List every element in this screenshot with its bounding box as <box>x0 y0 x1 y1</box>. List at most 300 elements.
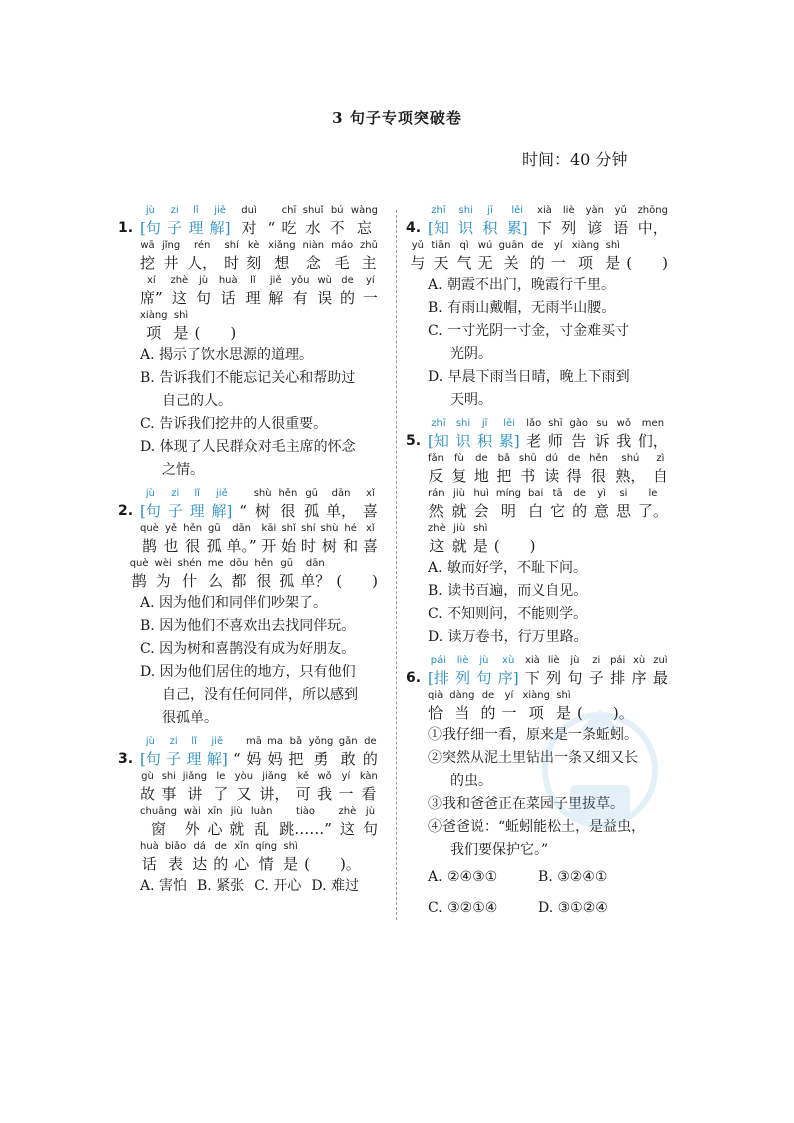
ruby-char <box>615 452 645 487</box>
pinyin: yí <box>341 771 351 782</box>
ruby-char <box>452 522 467 557</box>
hanzi: 子 <box>166 750 182 768</box>
ruby-char <box>178 557 202 592</box>
pinyin: wàng <box>350 205 378 216</box>
hanzi: 我 <box>616 432 632 450</box>
pinyin: de <box>341 275 354 286</box>
ruby-char <box>267 735 283 770</box>
ruby-char <box>196 274 211 309</box>
hanzi: 话 <box>141 855 157 873</box>
hanzi: 乱 <box>254 820 270 838</box>
pinyin: kè <box>247 240 260 251</box>
pinyin: jī <box>481 418 488 429</box>
pinyin: dàng <box>449 690 475 701</box>
hanzi: ( )。 <box>304 855 361 873</box>
hanzi: 复 <box>451 467 467 485</box>
ruby-line <box>406 452 668 487</box>
ruby-char <box>261 522 276 557</box>
pinyin: míng <box>495 488 522 499</box>
pinyin: shi <box>455 418 471 429</box>
pinyin: gào <box>569 418 589 429</box>
ruby-char <box>227 522 257 557</box>
pinyin: lǐ <box>191 736 197 747</box>
hanzi: 达 <box>192 855 208 873</box>
pinyin: luàn <box>250 806 273 817</box>
pinyin: yǒu <box>291 275 310 286</box>
hanzi: ( ) <box>194 324 237 342</box>
option: C. 告诉我们挖井的人很重要。 <box>140 416 328 432</box>
pinyin: gū <box>207 523 221 534</box>
hanzi: 的 <box>572 502 588 520</box>
hanzi: 很 <box>256 572 272 590</box>
indent-spacer <box>406 465 428 487</box>
hanzi: 一 <box>501 704 517 722</box>
ruby-char <box>230 557 249 592</box>
pinyin: duì <box>241 205 257 216</box>
pinyin: pái <box>610 655 626 666</box>
time-limit: 时间：40 分钟 <box>522 150 628 169</box>
pinyin: chī <box>281 205 297 216</box>
ruby-char <box>551 239 566 274</box>
pinyin: su <box>596 418 608 429</box>
hanzi: 解 <box>268 289 284 307</box>
hanzi: 树 <box>321 537 337 555</box>
pinyin: jiù <box>453 523 466 534</box>
pinyin: men <box>641 418 665 429</box>
ruby-char <box>595 417 610 452</box>
category-tag-char <box>428 417 449 452</box>
pinyin: shì <box>556 690 571 701</box>
ruby-char <box>605 239 620 274</box>
hanzi: 就 <box>451 502 467 520</box>
column-divider <box>396 210 397 920</box>
hanzi: 主 <box>361 254 377 272</box>
hanzi: 了。 <box>637 502 668 520</box>
pinyin: jù <box>145 488 155 499</box>
hanzi: 一 <box>550 254 566 272</box>
hanzi: 话 <box>220 289 236 307</box>
pinyin: jiǎng <box>262 771 287 782</box>
hanzi: 列 <box>546 669 562 687</box>
category-tag-char <box>458 204 473 239</box>
ruby-char <box>586 204 604 239</box>
category-tag-char <box>140 735 161 770</box>
ruby-char <box>331 239 353 274</box>
hanzi: 一 <box>362 289 378 307</box>
pinyin: jù <box>198 275 209 286</box>
pinyin: shú <box>621 453 640 464</box>
pinyin: gū <box>280 558 294 569</box>
option: B. ③②④① <box>538 869 608 885</box>
ruby-segments <box>130 557 378 592</box>
hanzi: 句 <box>567 669 583 687</box>
hanzi: 的 <box>362 750 378 768</box>
pinyin: fǎn <box>428 453 444 464</box>
pinyin: yí <box>366 275 375 286</box>
question-1 <box>118 204 378 482</box>
pinyin: jiě <box>211 736 224 747</box>
pinyin: hé <box>344 523 357 534</box>
pinyin: qíng <box>255 841 278 852</box>
ruby-char <box>303 204 324 239</box>
ruby-char <box>473 487 488 522</box>
category-tag-char <box>428 204 449 239</box>
ruby-line <box>118 239 378 274</box>
ruby-char <box>140 522 159 557</box>
ruby-line <box>118 770 378 805</box>
option: D. 难过 <box>311 878 359 894</box>
ruby-char <box>317 274 332 309</box>
hanzi: 也 <box>163 537 179 555</box>
sentence-item: 的虫。 <box>450 773 492 789</box>
ruby-char <box>528 487 543 522</box>
pinyin: wù <box>317 275 332 286</box>
pinyin: huà <box>218 275 238 286</box>
pinyin: xǐ <box>366 523 375 534</box>
question-5 <box>406 417 668 649</box>
ruby-char <box>268 239 296 274</box>
ruby-char <box>653 452 668 487</box>
hanzi: 误 <box>317 289 333 307</box>
ruby-line <box>118 274 378 309</box>
hanzi: 谚 <box>587 219 603 237</box>
hanzi: 自 <box>652 467 668 485</box>
hanzi: 中， <box>637 219 668 237</box>
pinyin: biǎo <box>164 841 187 852</box>
ruby-char <box>235 770 253 805</box>
hanzi: 白 <box>528 502 544 520</box>
option: B. 紧张 <box>197 878 245 894</box>
ruby-line <box>406 239 668 274</box>
hanzi: 是 <box>283 855 299 873</box>
ruby-char <box>473 522 488 557</box>
sentence-item: ④爸爸说：“蚯蚓能松土，是益虫， <box>428 819 646 835</box>
ruby-char <box>530 239 545 274</box>
pinyin: bú <box>330 205 344 216</box>
hanzi: 理 <box>186 750 202 768</box>
pinyin: de <box>364 736 377 747</box>
pinyin: wǒ <box>317 771 332 782</box>
hanzi: 这 <box>429 537 445 555</box>
pinyin: zhè <box>428 523 446 534</box>
question-3 <box>118 735 378 898</box>
hanzi: 想 <box>274 254 290 272</box>
pinyin: xīn <box>234 841 250 852</box>
hanzi: 是 <box>472 537 488 555</box>
hanzi: 把 <box>288 750 304 768</box>
hanzi: 项 <box>528 704 544 722</box>
pinyin: liè <box>456 655 469 666</box>
option: C. ③②①④ <box>428 900 498 916</box>
option: B. 告诉我们不能忘记关心和帮助过 <box>140 370 356 386</box>
pinyin: dá <box>193 841 206 852</box>
ruby-char <box>572 487 587 522</box>
ruby-char <box>130 557 149 592</box>
ruby-char <box>478 239 493 274</box>
option-row <box>118 875 378 898</box>
option: A. 揭示了饮水思源的道理。 <box>140 347 314 363</box>
pinyin: jiǎng <box>182 771 208 782</box>
pinyin: jù <box>365 806 376 817</box>
ruby-char <box>279 805 332 840</box>
option: B. 有雨山戴帽，无雨半山腰。 <box>428 300 616 316</box>
hanzi: 故 <box>140 785 156 803</box>
pinyin: xiàng <box>140 310 168 321</box>
option: A. 朝霞不出门，晚霞行千里。 <box>428 277 616 293</box>
category-tag-char <box>167 204 182 239</box>
ruby-segments <box>410 239 668 274</box>
category-tag-char <box>140 204 161 239</box>
category-tag-char <box>507 204 528 239</box>
pinyin: rán <box>428 488 445 499</box>
pinyin: yì <box>597 488 606 499</box>
pinyin: xí <box>146 275 156 286</box>
ruby-char <box>626 239 668 274</box>
hanzi: ( ) <box>626 254 668 272</box>
pinyin: jiù <box>453 488 465 499</box>
pinyin: gū <box>305 488 318 499</box>
indent-spacer <box>406 500 428 522</box>
hanzi: 语 <box>613 219 629 237</box>
hanzi: 时 <box>300 537 316 555</box>
pinyin: xiàng <box>571 240 600 251</box>
option: D. 体现了人民群众对毛主席的怀念 <box>140 439 356 455</box>
hanzi: 很 <box>185 537 201 555</box>
left-column <box>118 204 378 903</box>
pinyin: hěn <box>183 523 203 534</box>
ruby-char <box>480 689 495 724</box>
hanzi: 当 <box>454 704 470 722</box>
category-tag-char <box>455 654 470 689</box>
pinyin: yě <box>165 523 178 534</box>
ruby-char <box>339 805 357 840</box>
ruby-char <box>428 452 444 487</box>
ruby-char <box>546 654 561 689</box>
pinyin: de <box>475 453 488 464</box>
hanzi: 敢 <box>340 750 356 768</box>
ruby-segments <box>428 487 668 522</box>
pinyin: bai <box>527 488 544 499</box>
ruby-char <box>140 239 155 274</box>
option: C. 不知则问，不能则学。 <box>428 606 588 622</box>
pinyin: jù <box>145 736 155 747</box>
hanzi: 是 <box>173 324 189 342</box>
pinyin: shì <box>283 841 298 852</box>
option: A. 敏而好学，不耻下问。 <box>428 560 588 576</box>
pinyin: wài <box>183 806 201 817</box>
hanzi: 恰 <box>428 704 444 722</box>
hanzi: 序 <box>631 669 647 687</box>
pinyin: zhè <box>170 275 189 286</box>
pinyin: liè <box>562 205 575 216</box>
hanzi: 井 <box>163 254 179 272</box>
hanzi: 项 <box>578 254 594 272</box>
ruby-char <box>537 204 552 239</box>
category-tag-char <box>476 654 491 689</box>
pinyin: chuāng <box>140 806 177 817</box>
ruby-char <box>567 452 582 487</box>
pinyin: zi <box>170 205 179 216</box>
ruby-char <box>452 487 467 522</box>
ruby-char <box>616 417 631 452</box>
category-tag-char <box>166 735 181 770</box>
ruby-segments <box>428 452 668 487</box>
ruby-char <box>526 417 541 452</box>
ruby-char <box>501 689 516 724</box>
ruby-char <box>360 239 378 274</box>
hanzi: 鹊 <box>131 572 147 590</box>
ruby-char <box>360 770 378 805</box>
hanzi: 子 <box>588 669 604 687</box>
sentence-item: ②突然从泥土里钻出一条又细又长 <box>428 750 638 766</box>
hanzi: 的 <box>480 704 496 722</box>
category-tag-char <box>190 487 205 522</box>
hanzi: 对 <box>236 219 262 237</box>
hanzi: 单？ <box>300 572 331 590</box>
pinyin: wèi <box>154 558 172 569</box>
hanzi: 积 <box>477 432 493 450</box>
sentence-item: ①我仔细一看，原来是一条蚯蚓。 <box>428 727 638 743</box>
ruby-char <box>431 239 450 274</box>
ruby-char <box>140 309 168 344</box>
pinyin: shì <box>473 523 488 534</box>
hanzi: 句 <box>196 289 212 307</box>
pinyin: hěn <box>254 558 274 569</box>
hanzi: 列 <box>455 669 471 687</box>
ruby-char <box>233 735 241 770</box>
hanzi: 又 <box>236 785 252 803</box>
hanzi: 鹊 <box>141 537 157 555</box>
option: B. 因为他们不喜欢出去找同伴玩。 <box>140 618 356 634</box>
hanzi: 积 <box>482 219 498 237</box>
category-tag-char <box>211 487 232 522</box>
hanzi: [排 <box>428 669 449 687</box>
ruby-char <box>613 204 628 239</box>
ruby-char <box>338 770 353 805</box>
ruby-char <box>303 239 325 274</box>
hanzi: 把 <box>496 467 512 485</box>
indent-spacer <box>118 783 140 805</box>
hanzi: 可 <box>295 785 311 803</box>
hanzi: ( ) <box>493 537 536 555</box>
indent-spacer <box>118 252 140 274</box>
page-title: 3 句子专项突破卷 <box>332 109 462 127</box>
ruby-char <box>499 239 524 274</box>
ruby-char <box>296 770 311 805</box>
pinyin: bǎ <box>289 736 303 747</box>
hanzi: 解] <box>206 750 228 768</box>
option-grid <box>406 862 668 924</box>
ruby-char <box>317 770 332 805</box>
ruby-segments <box>140 770 378 805</box>
hanzi: 无 <box>477 254 493 272</box>
hanzi: 忘 <box>356 219 372 237</box>
pinyin: kě <box>297 771 310 782</box>
hanzi: 事 <box>161 785 177 803</box>
ruby-line <box>406 654 668 689</box>
hanzi: 外 <box>184 820 200 838</box>
ruby-char <box>474 452 489 487</box>
hanzi: ( )。 <box>577 704 634 722</box>
ruby-char <box>237 204 262 239</box>
hanzi: 累] <box>506 219 528 237</box>
option: 自己，没有任何同伴，所以感到 <box>162 687 358 703</box>
ruby-char <box>246 735 262 770</box>
ruby-char <box>254 557 273 592</box>
ruby-line <box>406 204 668 239</box>
ruby-char <box>234 840 249 875</box>
hanzi: 师 <box>547 432 563 450</box>
pinyin: xù <box>502 655 515 666</box>
hanzi: 识 <box>455 432 471 450</box>
ruby-char <box>279 557 294 592</box>
ruby-char <box>457 239 472 274</box>
ruby-char <box>610 654 625 689</box>
hanzi: 人， <box>187 254 218 272</box>
pinyin: tā <box>552 488 563 499</box>
ruby-char <box>259 770 289 805</box>
pinyin: hěn <box>589 453 608 464</box>
ruby-char <box>340 274 355 309</box>
pinyin: què <box>140 523 159 534</box>
indent-spacer <box>118 287 140 309</box>
indent-spacer <box>406 535 428 557</box>
hanzi: 为 <box>155 572 171 590</box>
pinyin: zi <box>169 736 178 747</box>
ruby-char <box>255 840 277 875</box>
hanzi: 关 <box>503 254 519 272</box>
ruby-char <box>451 452 466 487</box>
ruby-char <box>363 487 378 522</box>
pinyin: tiào <box>296 806 315 817</box>
ruby-char <box>428 487 445 522</box>
ruby-char <box>330 204 345 239</box>
ruby-char <box>494 522 536 557</box>
option: 很孤单。 <box>162 710 218 726</box>
pinyin: huì <box>473 488 489 499</box>
pinyin: dú <box>545 453 559 464</box>
hanzi: [句 <box>140 502 161 520</box>
pinyin: qià <box>428 690 444 701</box>
hanzi: 么 <box>208 572 224 590</box>
hanzi: 理 <box>189 502 205 520</box>
pinyin: huà <box>140 841 159 852</box>
ruby-char <box>184 805 201 840</box>
pinyin: lěi <box>503 418 515 429</box>
ruby-char <box>339 735 358 770</box>
hanzi: 跳……” <box>279 820 332 838</box>
hanzi: 子 <box>167 502 183 520</box>
ruby-char <box>207 522 222 557</box>
indent-spacer <box>406 702 428 724</box>
pinyin: bǎ <box>497 453 511 464</box>
question-2 <box>118 487 378 730</box>
hanzi: 然 <box>428 502 444 520</box>
pinyin: xià <box>524 655 540 666</box>
hanzi: 的 <box>213 855 229 873</box>
pinyin: dān <box>305 558 325 569</box>
pinyin: shí <box>301 523 316 534</box>
hanzi: 诉 <box>594 432 610 450</box>
indent-spacer <box>118 853 140 875</box>
option: D. 因为他们居住的地方，只有他们 <box>140 664 356 680</box>
hanzi: 始 <box>281 537 297 555</box>
hanzi: 反 <box>428 467 444 485</box>
option: 天明。 <box>450 392 492 408</box>
ruby-char <box>283 840 298 875</box>
hanzi: 一 <box>338 785 354 803</box>
pinyin: zhè <box>338 806 357 817</box>
